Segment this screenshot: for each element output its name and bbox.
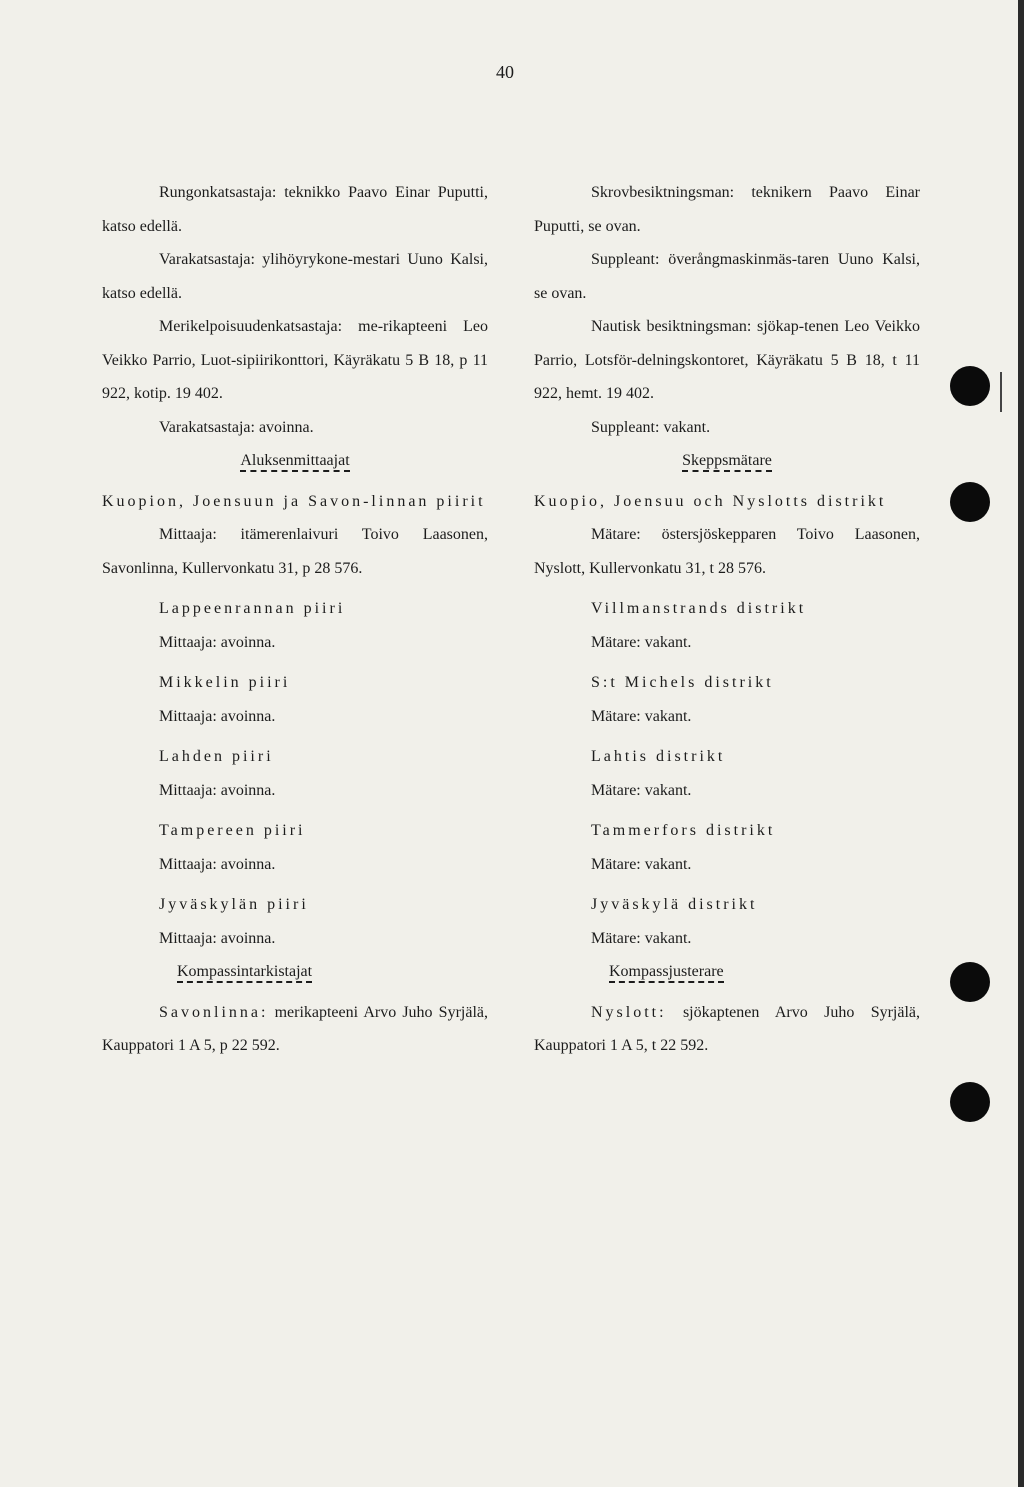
- seaworthiness-inspector-paragraph: Merikelpoisuudenkatsastaja: me-rikapteeni Leo Veikko Parrio, Luot-sipiirikonttori, Käyräkatu 5 B 18, p 11 922, kotip. 19 402.: [102, 318, 488, 402]
- district-heading: Jyväskylä distrikt: [591, 896, 758, 913]
- district-heading: Mikkelin piiri: [159, 674, 291, 691]
- district-status: Mittaaja: avoinna.: [159, 855, 276, 873]
- district-heading: Tampereen piiri: [159, 822, 306, 839]
- page-number: 40: [496, 62, 514, 82]
- place-name: Nyslott:: [591, 1003, 667, 1021]
- district-status: Mätare: vakant.: [591, 633, 692, 651]
- district-status: Mittaaja: avoinna.: [159, 633, 276, 651]
- finnish-column: [102, 176, 488, 1063]
- measurer-paragraph: Mätare: östersjöskepparen Toivo Laasonen, Nyslott, Kullervonkatu 31, t 28 576.: [534, 526, 920, 577]
- district-heading: Villmanstrands distrikt: [591, 600, 807, 617]
- punch-hole-3: [950, 962, 990, 1002]
- scan-mark: [1000, 372, 1002, 412]
- compass-adjuster-paragraph: [534, 996, 920, 1063]
- punch-hole-1: [950, 366, 990, 406]
- page-edge: [1018, 0, 1024, 1487]
- district-status: Mätare: vakant.: [591, 707, 692, 725]
- swedish-column: [534, 176, 920, 1063]
- district-status: Mätare: vakant.: [591, 781, 692, 799]
- place-name: Savonlinna:: [159, 1003, 269, 1021]
- district-status: Mätare: vakant.: [591, 855, 692, 873]
- district-heading: Lahtis distrikt: [591, 748, 726, 765]
- compass-adjuster-text: merikapteeni Arvo Juho Syrjälä, Kauppatori 1 A 5, p 22 592.: [102, 1003, 488, 1054]
- deputy-inspector-paragraph: Suppleant: överångmaskinmäs-taren Uuno Kalsi, se ovan.: [534, 251, 920, 302]
- deputy-vacant-paragraph: Varakatsastaja: avoinna.: [159, 418, 314, 436]
- punch-hole-2: [950, 482, 990, 522]
- hull-inspector-paragraph: Skrovbesiktningsman: teknikern Paavo Einar Puputti, se ovan.: [534, 184, 920, 235]
- district-heading: Lappeenrannan piiri: [159, 600, 346, 617]
- section-heading-compass: Kompassjusterare: [534, 955, 920, 989]
- section-heading-measurers: Aluksenmittaajat: [102, 444, 488, 478]
- district-status: Mätare: vakant.: [591, 929, 692, 947]
- district-heading: Kuopion, Joensuun ja Savon-linnan piirit: [102, 492, 486, 510]
- district-status: Mittaaja: avoinna.: [159, 929, 276, 947]
- hull-inspector-paragraph: Rungonkatsastaja: teknikko Paavo Einar Puputti, katso edellä.: [102, 184, 488, 235]
- compass-adjuster-text: sjökaptenen Arvo Juho Syrjälä, Kauppatori 1 A 5, t 22 592.: [534, 1003, 921, 1054]
- deputy-vacant-paragraph: Suppleant: vakant.: [591, 418, 711, 436]
- compass-adjuster-paragraph: [102, 996, 488, 1063]
- district-heading: Lahden piiri: [159, 748, 274, 765]
- deputy-inspector-paragraph: Varakatsastaja: ylihöyrykone-mestari Uuno Kalsi, katso edellä.: [102, 251, 488, 302]
- section-heading-measurers: Skeppsmätare: [534, 444, 920, 478]
- seaworthiness-inspector-paragraph: Nautisk besiktningsman: sjökap-tenen Leo Veikko Parrio, Lotsför-delningskontoret, Käyräkatu 5 B 18, t 11 922, hemt. 19 402.: [534, 318, 920, 402]
- section-heading-compass: Kompassintarkistajat: [102, 955, 488, 989]
- district-status: Mittaaja: avoinna.: [159, 781, 276, 799]
- district-heading: Tammerfors distrikt: [591, 822, 776, 839]
- district-heading: S:t Michels distrikt: [591, 674, 774, 691]
- district-heading: Kuopio, Joensuu och Nyslotts distrikt: [534, 492, 887, 510]
- measurer-paragraph: Mittaaja: itämerenlaivuri Toivo Laasonen, Savonlinna, Kullervonkatu 31, p 28 576.: [102, 526, 488, 577]
- punch-hole-4: [950, 1082, 990, 1122]
- district-status: Mittaaja: avoinna.: [159, 707, 276, 725]
- district-heading: Jyväskylän piiri: [159, 896, 309, 913]
